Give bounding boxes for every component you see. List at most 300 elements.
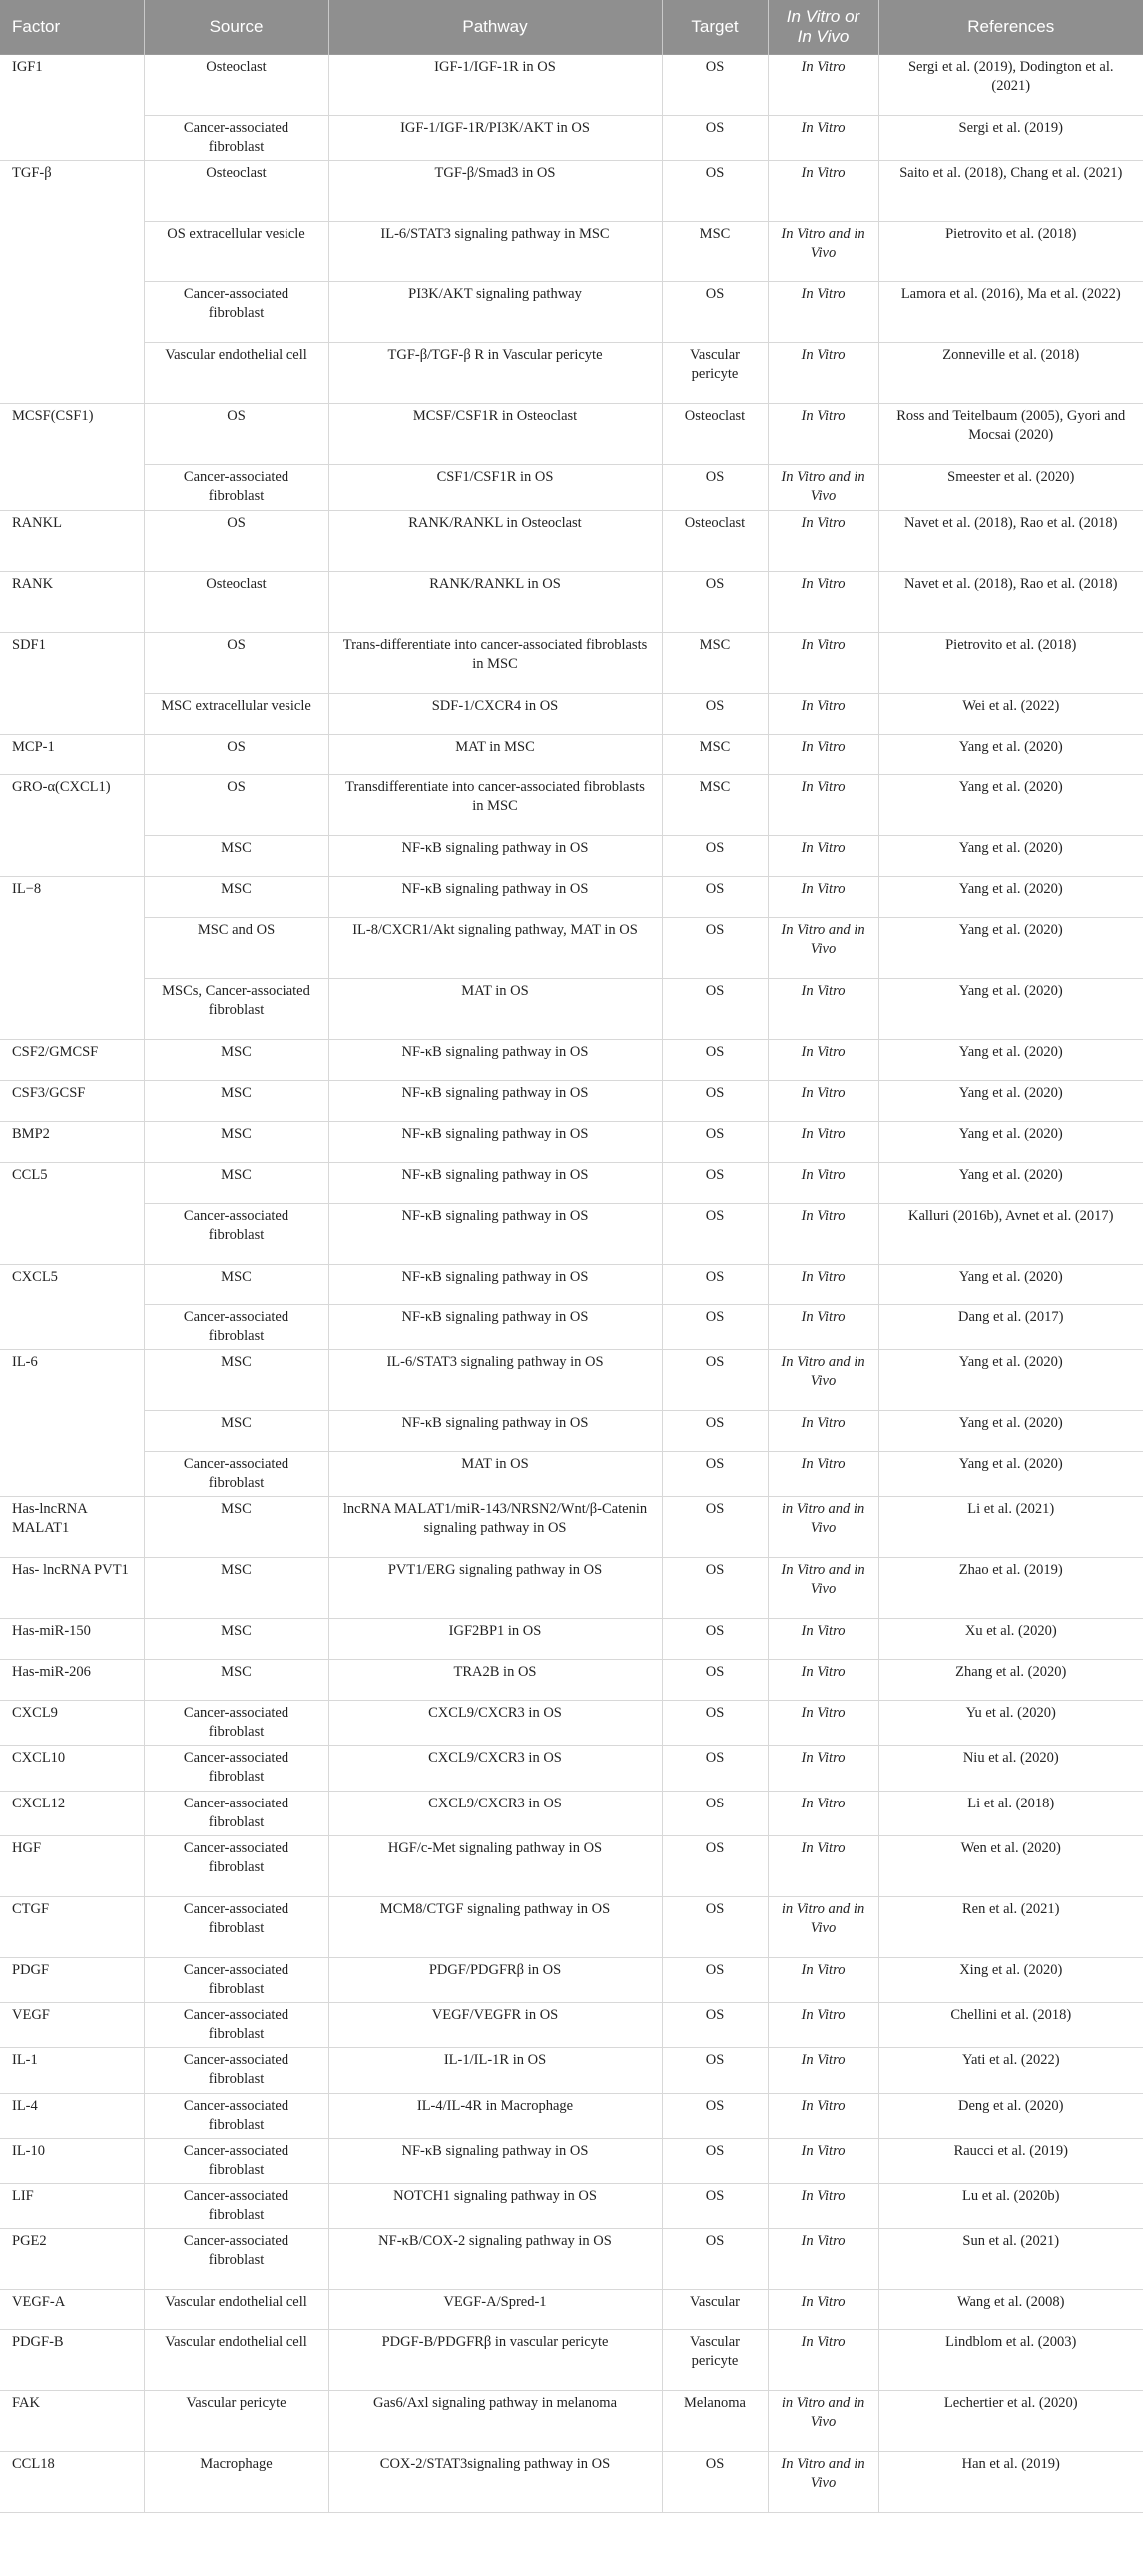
references-cell: Yu et al. (2020): [878, 1701, 1143, 1746]
method-cell: In Vitro and in Vivo: [768, 465, 878, 510]
source-cell: Cancer-associated fibroblast: [144, 465, 328, 510]
factor-cell: MCSF(CSF1): [0, 404, 144, 510]
source-cell: Vascular endothelial cell: [144, 2330, 328, 2391]
source-cell: MSC: [144, 1558, 328, 1619]
source-cell: Cancer-associated fibroblast: [144, 2003, 328, 2048]
target-cell: OS: [662, 55, 768, 116]
pathway-cell: CXCL9/CXCR3 in OS: [328, 1746, 662, 1791]
source-cell: Osteoclast: [144, 571, 328, 632]
pathway-cell: NF-κB signaling pathway in OS: [328, 876, 662, 917]
pathway-cell: MAT in MSC: [328, 734, 662, 774]
header-row: [0, 0, 1143, 55]
header-target: Target: [662, 0, 768, 55]
method-cell: In Vitro: [768, 1619, 878, 1660]
factor-cell: GRO-α(CXCL1): [0, 774, 144, 876]
method-cell: In Vitro: [768, 1121, 878, 1162]
table-row: [0, 2290, 1143, 2330]
method-cell: In Vitro: [768, 404, 878, 465]
references-cell: Yang et al. (2020): [878, 1080, 1143, 1121]
factor-cell: IGF1: [0, 55, 144, 161]
target-cell: OS: [662, 161, 768, 222]
pathway-cell: PI3K/AKT signaling pathway: [328, 282, 662, 343]
pathway-cell: MCSF/CSF1R in Osteoclast: [328, 404, 662, 465]
references-cell: Han et al. (2019): [878, 2452, 1143, 2513]
table-row: [0, 1701, 1143, 1746]
target-cell: OS: [662, 1835, 768, 1896]
table-row: [0, 222, 1143, 282]
source-cell: MSC: [144, 1349, 328, 1410]
table-row: [0, 1203, 1143, 1264]
pathway-cell: VEGF-A/Spred-1: [328, 2290, 662, 2330]
method-cell: In Vitro: [768, 2290, 878, 2330]
header-in-vitro-in-vivo: In Vitro or In Vivo: [768, 0, 878, 55]
method-cell: In Vitro: [768, 1791, 878, 1835]
factor-cell: CTGF: [0, 1896, 144, 1957]
table-body: [0, 55, 1143, 2513]
factor-cell: CXCL9: [0, 1701, 144, 1746]
target-cell: OS: [662, 1264, 768, 1304]
target-cell: MSC: [662, 774, 768, 835]
source-cell: OS: [144, 774, 328, 835]
pathway-cell: COX-2/STAT3signaling pathway in OS: [328, 2452, 662, 2513]
target-cell: OS: [662, 2452, 768, 2513]
references-cell: Yang et al. (2020): [878, 1349, 1143, 1410]
source-cell: Vascular endothelial cell: [144, 2290, 328, 2330]
target-cell: OS: [662, 1701, 768, 1746]
table-row: [0, 1039, 1143, 1080]
target-cell: OS: [662, 1162, 768, 1203]
source-cell: Osteoclast: [144, 161, 328, 222]
target-cell: OS: [662, 2048, 768, 2093]
source-cell: Osteoclast: [144, 55, 328, 116]
method-cell: In Vitro: [768, 2138, 878, 2183]
factor-cell: Has-miR-150: [0, 1619, 144, 1660]
table-row: [0, 2229, 1143, 2290]
target-cell: OS: [662, 2184, 768, 2229]
source-cell: Cancer-associated fibroblast: [144, 1701, 328, 1746]
table-row: [0, 343, 1143, 404]
source-cell: Cancer-associated fibroblast: [144, 2093, 328, 2138]
references-cell: Yang et al. (2020): [878, 1162, 1143, 1203]
method-cell: In Vitro: [768, 1701, 878, 1746]
target-cell: OS: [662, 1304, 768, 1349]
pathway-cell: NF-κB signaling pathway in OS: [328, 1203, 662, 1264]
target-cell: Vascular: [662, 2290, 768, 2330]
target-cell: OS: [662, 116, 768, 161]
factor-cell: CCL18: [0, 2452, 144, 2513]
target-cell: OS: [662, 978, 768, 1039]
references-cell: Yang et al. (2020): [878, 1121, 1143, 1162]
table-row: [0, 632, 1143, 693]
pathway-cell: HGF/c-Met signaling pathway in OS: [328, 1835, 662, 1896]
method-cell: In Vitro: [768, 632, 878, 693]
table-row: [0, 1121, 1143, 1162]
target-cell: OS: [662, 1080, 768, 1121]
pathway-cell: CXCL9/CXCR3 in OS: [328, 1701, 662, 1746]
source-cell: Macrophage: [144, 2452, 328, 2513]
method-cell: In Vitro and in Vivo: [768, 2452, 878, 2513]
source-cell: Cancer-associated fibroblast: [144, 2184, 328, 2229]
factor-cell: Has-lncRNA MALAT1: [0, 1497, 144, 1558]
pathway-cell: IGF-1/IGF-1R/PI3K/AKT in OS: [328, 116, 662, 161]
table-row: [0, 1497, 1143, 1558]
target-cell: OS: [662, 2138, 768, 2183]
table-row: [0, 1746, 1143, 1791]
source-cell: MSC: [144, 1264, 328, 1304]
table-row: [0, 1619, 1143, 1660]
source-cell: MSC: [144, 1162, 328, 1203]
references-cell: Yang et al. (2020): [878, 917, 1143, 978]
source-cell: OS extracellular vesicle: [144, 222, 328, 282]
pathway-cell: NF-κB signaling pathway in OS: [328, 1121, 662, 1162]
references-cell: Yang et al. (2020): [878, 978, 1143, 1039]
factor-cell: VEGF: [0, 2003, 144, 2048]
pathway-cell: NF-κB signaling pathway in OS: [328, 835, 662, 876]
method-cell: In Vitro: [768, 2229, 878, 2290]
references-cell: Saito et al. (2018), Chang et al. (2021): [878, 161, 1143, 222]
method-cell: In Vitro: [768, 161, 878, 222]
method-cell: In Vitro: [768, 1451, 878, 1496]
pathway-cell: IL-8/CXCR1/Akt signaling pathway, MAT in OS: [328, 917, 662, 978]
target-cell: MSC: [662, 222, 768, 282]
table-row: [0, 510, 1143, 571]
table-row: [0, 734, 1143, 774]
target-cell: OS: [662, 1619, 768, 1660]
source-cell: Cancer-associated fibroblast: [144, 2138, 328, 2183]
table-row: [0, 55, 1143, 116]
target-cell: OS: [662, 1410, 768, 1451]
target-cell: OS: [662, 1349, 768, 1410]
references-cell: Zhang et al. (2020): [878, 1660, 1143, 1701]
pathway-cell: RANK/RANKL in Osteoclast: [328, 510, 662, 571]
target-cell: OS: [662, 1451, 768, 1496]
factor-cell: Has- lncRNA PVT1: [0, 1558, 144, 1619]
source-cell: MSC and OS: [144, 917, 328, 978]
pathway-cell: TGF-β/TGF-β R in Vascular pericyte: [328, 343, 662, 404]
target-cell: OS: [662, 465, 768, 510]
source-cell: MSC: [144, 1410, 328, 1451]
method-cell: In Vitro and in Vivo: [768, 1558, 878, 1619]
source-cell: MSC: [144, 1660, 328, 1701]
references-cell: Li et al. (2018): [878, 1791, 1143, 1835]
pathway-cell: TRA2B in OS: [328, 1660, 662, 1701]
factor-cell: LIF: [0, 2184, 144, 2229]
source-cell: MSC: [144, 1497, 328, 1558]
factor-cell: BMP2: [0, 1121, 144, 1162]
factor-cell: CXCL5: [0, 1264, 144, 1349]
table-row: [0, 465, 1143, 510]
source-cell: MSC: [144, 835, 328, 876]
pathway-cell: NF-κB signaling pathway in OS: [328, 1410, 662, 1451]
table-row: [0, 1162, 1143, 1203]
source-cell: Cancer-associated fibroblast: [144, 1957, 328, 2002]
pathway-cell: IL-1/IL-1R in OS: [328, 2048, 662, 2093]
factor-cell: TGF-β: [0, 161, 144, 404]
references-cell: Yang et al. (2020): [878, 876, 1143, 917]
references-cell: Navet et al. (2018), Rao et al. (2018): [878, 510, 1143, 571]
references-cell: Navet et al. (2018), Rao et al. (2018): [878, 571, 1143, 632]
pathway-cell: IL-4/IL-4R in Macrophage: [328, 2093, 662, 2138]
references-cell: Yang et al. (2020): [878, 835, 1143, 876]
factor-cell: FAK: [0, 2391, 144, 2452]
factor-cell: MCP-1: [0, 734, 144, 774]
source-cell: OS: [144, 734, 328, 774]
references-cell: Zonneville et al. (2018): [878, 343, 1143, 404]
references-cell: Yang et al. (2020): [878, 774, 1143, 835]
factor-cell: RANK: [0, 571, 144, 632]
target-cell: OS: [662, 282, 768, 343]
factor-cell: VEGF-A: [0, 2290, 144, 2330]
references-cell: Xing et al. (2020): [878, 1957, 1143, 2002]
source-cell: MSC: [144, 1121, 328, 1162]
factor-cell: PDGF-B: [0, 2330, 144, 2391]
references-cell: Li et al. (2021): [878, 1497, 1143, 1558]
method-cell: In Vitro: [768, 1660, 878, 1701]
references-cell: Lu et al. (2020b): [878, 2184, 1143, 2229]
pathway-cell: TGF-β/Smad3 in OS: [328, 161, 662, 222]
method-cell: In Vitro: [768, 55, 878, 116]
table-row: [0, 1080, 1143, 1121]
method-cell: In Vitro: [768, 1080, 878, 1121]
factor-cell: HGF: [0, 1835, 144, 1896]
source-cell: MSC: [144, 1080, 328, 1121]
factor-cell: IL−8: [0, 876, 144, 1039]
table-row: [0, 1558, 1143, 1619]
references-cell: Yang et al. (2020): [878, 1451, 1143, 1496]
method-cell: In Vitro: [768, 1203, 878, 1264]
references-cell: Lamora et al. (2016), Ma et al. (2022): [878, 282, 1143, 343]
references-cell: Deng et al. (2020): [878, 2093, 1143, 2138]
references-cell: Dang et al. (2017): [878, 1304, 1143, 1349]
factor-cell: CSF2/GMCSF: [0, 1039, 144, 1080]
pathway-cell: PVT1/ERG signaling pathway in OS: [328, 1558, 662, 1619]
references-cell: Ross and Teitelbaum (2005), Gyori and Mocsai (2020): [878, 404, 1143, 465]
references-cell: Yang et al. (2020): [878, 1264, 1143, 1304]
method-cell: In Vitro: [768, 282, 878, 343]
target-cell: OS: [662, 876, 768, 917]
source-cell: Cancer-associated fibroblast: [144, 1835, 328, 1896]
table-row: [0, 1660, 1143, 1701]
table-row: [0, 571, 1143, 632]
source-cell: Cancer-associated fibroblast: [144, 1791, 328, 1835]
table-row: [0, 774, 1143, 835]
target-cell: MSC: [662, 632, 768, 693]
target-cell: OS: [662, 1558, 768, 1619]
references-cell: Wen et al. (2020): [878, 1835, 1143, 1896]
source-cell: OS: [144, 510, 328, 571]
table-row: [0, 2093, 1143, 2138]
pathway-cell: VEGF/VEGFR in OS: [328, 2003, 662, 2048]
table-row: [0, 1451, 1143, 1496]
method-cell: In Vitro: [768, 774, 878, 835]
header-source: Source: [144, 0, 328, 55]
source-cell: Cancer-associated fibroblast: [144, 1203, 328, 1264]
references-cell: Ren et al. (2021): [878, 1896, 1143, 1957]
pathway-cell: IGF2BP1 in OS: [328, 1619, 662, 1660]
target-cell: Vascular pericyte: [662, 2330, 768, 2391]
references-cell: Wang et al. (2008): [878, 2290, 1143, 2330]
table-row: [0, 835, 1143, 876]
source-cell: MSC extracellular vesicle: [144, 693, 328, 734]
pathway-cell: IL-6/STAT3 signaling pathway in MSC: [328, 222, 662, 282]
pathway-cell: IGF-1/IGF-1R in OS: [328, 55, 662, 116]
factor-cell: PGE2: [0, 2229, 144, 2290]
header-factor: Factor: [0, 0, 144, 55]
source-cell: Cancer-associated fibroblast: [144, 1746, 328, 1791]
pathway-cell: SDF-1/CXCR4 in OS: [328, 693, 662, 734]
factor-cell: PDGF: [0, 1957, 144, 2002]
table-row: [0, 2452, 1143, 2513]
method-cell: In Vitro: [768, 2184, 878, 2229]
pathway-cell: IL-6/STAT3 signaling pathway in OS: [328, 1349, 662, 1410]
pathway-cell: NF-κB signaling pathway in OS: [328, 1080, 662, 1121]
target-cell: OS: [662, 1660, 768, 1701]
target-cell: Melanoma: [662, 2391, 768, 2452]
method-cell: In Vitro: [768, 343, 878, 404]
source-cell: MSCs, Cancer-associated fibroblast: [144, 978, 328, 1039]
target-cell: MSC: [662, 734, 768, 774]
target-cell: Vascular pericyte: [662, 343, 768, 404]
factor-cell: CCL5: [0, 1162, 144, 1264]
references-cell: Yang et al. (2020): [878, 1039, 1143, 1080]
table-row: [0, 2330, 1143, 2391]
source-cell: Cancer-associated fibroblast: [144, 1896, 328, 1957]
references-cell: Raucci et al. (2019): [878, 2138, 1143, 2183]
target-cell: OS: [662, 917, 768, 978]
pathway-cell: CXCL9/CXCR3 in OS: [328, 1791, 662, 1835]
table-row: [0, 1304, 1143, 1349]
table-row: [0, 2391, 1143, 2452]
factor-cell: SDF1: [0, 632, 144, 734]
table-row: [0, 282, 1143, 343]
table-row: [0, 917, 1143, 978]
target-cell: OS: [662, 1746, 768, 1791]
target-cell: OS: [662, 1121, 768, 1162]
references-cell: Kalluri (2016b), Avnet et al. (2017): [878, 1203, 1143, 1264]
references-cell: Sergi et al. (2019), Dodington et al. (2021): [878, 55, 1143, 116]
target-cell: OS: [662, 1896, 768, 1957]
method-cell: In Vitro: [768, 2330, 878, 2391]
method-cell: In Vitro: [768, 510, 878, 571]
method-cell: In Vitro and in Vivo: [768, 917, 878, 978]
method-cell: in Vitro and in Vivo: [768, 1896, 878, 1957]
pathway-cell: lncRNA MALAT1/miR-143/NRSN2/Wnt/β-Catenin signaling pathway in OS: [328, 1497, 662, 1558]
pathway-cell: CSF1/CSF1R in OS: [328, 465, 662, 510]
pathway-cell: MAT in OS: [328, 1451, 662, 1496]
source-cell: Cancer-associated fibroblast: [144, 2229, 328, 2290]
table-row: [0, 2138, 1143, 2183]
factor-cell: IL-6: [0, 1349, 144, 1496]
method-cell: In Vitro: [768, 1264, 878, 1304]
references-cell: Lindblom et al. (2003): [878, 2330, 1143, 2391]
table-row: [0, 693, 1143, 734]
factor-cell: IL-10: [0, 2138, 144, 2183]
table-row: [0, 1349, 1143, 1410]
source-cell: MSC: [144, 1039, 328, 1080]
source-cell: Cancer-associated fibroblast: [144, 2048, 328, 2093]
target-cell: Osteoclast: [662, 510, 768, 571]
factor-cell: RANKL: [0, 510, 144, 571]
target-cell: OS: [662, 1957, 768, 2002]
references-cell: Sun et al. (2021): [878, 2229, 1143, 2290]
method-cell: In Vitro: [768, 2093, 878, 2138]
pathway-cell: PDGF-B/PDGFRβ in vascular pericyte: [328, 2330, 662, 2391]
source-cell: Cancer-associated fibroblast: [144, 116, 328, 161]
references-cell: Pietrovito et al. (2018): [878, 632, 1143, 693]
references-cell: Zhao et al. (2019): [878, 1558, 1143, 1619]
method-cell: In Vitro: [768, 1835, 878, 1896]
method-cell: In Vitro: [768, 1410, 878, 1451]
factor-cell: CXCL12: [0, 1791, 144, 1835]
method-cell: In Vitro: [768, 2003, 878, 2048]
method-cell: in Vitro and in Vivo: [768, 1497, 878, 1558]
table-row: [0, 1264, 1143, 1304]
pathway-cell: RANK/RANKL in OS: [328, 571, 662, 632]
target-cell: OS: [662, 1203, 768, 1264]
table-row: [0, 1896, 1143, 1957]
table-row: [0, 876, 1143, 917]
references-cell: Chellini et al. (2018): [878, 2003, 1143, 2048]
source-cell: OS: [144, 404, 328, 465]
references-cell: Sergi et al. (2019): [878, 116, 1143, 161]
source-cell: OS: [144, 632, 328, 693]
source-cell: Cancer-associated fibroblast: [144, 282, 328, 343]
pathway-cell: NF-κB signaling pathway in OS: [328, 1304, 662, 1349]
source-cell: Cancer-associated fibroblast: [144, 1451, 328, 1496]
references-cell: Yang et al. (2020): [878, 1410, 1143, 1451]
method-cell: In Vitro: [768, 116, 878, 161]
target-cell: Osteoclast: [662, 404, 768, 465]
target-cell: OS: [662, 571, 768, 632]
target-cell: OS: [662, 2003, 768, 2048]
references-cell: Smeester et al. (2020): [878, 465, 1143, 510]
method-cell: In Vitro: [768, 734, 878, 774]
pathway-cell: NF-κB signaling pathway in OS: [328, 1039, 662, 1080]
pathway-cell: NOTCH1 signaling pathway in OS: [328, 2184, 662, 2229]
header-references: References: [878, 0, 1143, 55]
references-cell: Yati et al. (2022): [878, 2048, 1143, 2093]
factor-cell: Has-miR-206: [0, 1660, 144, 1701]
method-cell: In Vitro: [768, 835, 878, 876]
references-cell: Xu et al. (2020): [878, 1619, 1143, 1660]
references-cell: Niu et al. (2020): [878, 1746, 1143, 1791]
pathway-cell: MCM8/CTGF signaling pathway in OS: [328, 1896, 662, 1957]
target-cell: OS: [662, 2093, 768, 2138]
table-row: [0, 978, 1143, 1039]
table-row: [0, 2003, 1143, 2048]
method-cell: In Vitro: [768, 1039, 878, 1080]
method-cell: In Vitro: [768, 2048, 878, 2093]
source-cell: Cancer-associated fibroblast: [144, 1304, 328, 1349]
method-cell: In Vitro: [768, 1957, 878, 2002]
table-row: [0, 404, 1143, 465]
table-row: [0, 116, 1143, 161]
header-pathway: Pathway: [328, 0, 662, 55]
source-cell: MSC: [144, 1619, 328, 1660]
references-cell: Yang et al. (2020): [878, 734, 1143, 774]
table-row: [0, 161, 1143, 222]
method-cell: in Vitro and in Vivo: [768, 2391, 878, 2452]
pathway-cell: PDGF/PDGFRβ in OS: [328, 1957, 662, 2002]
pathway-cell: Transdifferentiate into cancer-associated fibroblasts in MSC: [328, 774, 662, 835]
table-row: [0, 1835, 1143, 1896]
pathway-cell: Gas6/Axl signaling pathway in melanoma: [328, 2391, 662, 2452]
table-row: [0, 2184, 1143, 2229]
target-cell: OS: [662, 693, 768, 734]
target-cell: OS: [662, 1497, 768, 1558]
table-row: [0, 1410, 1143, 1451]
source-cell: Vascular pericyte: [144, 2391, 328, 2452]
